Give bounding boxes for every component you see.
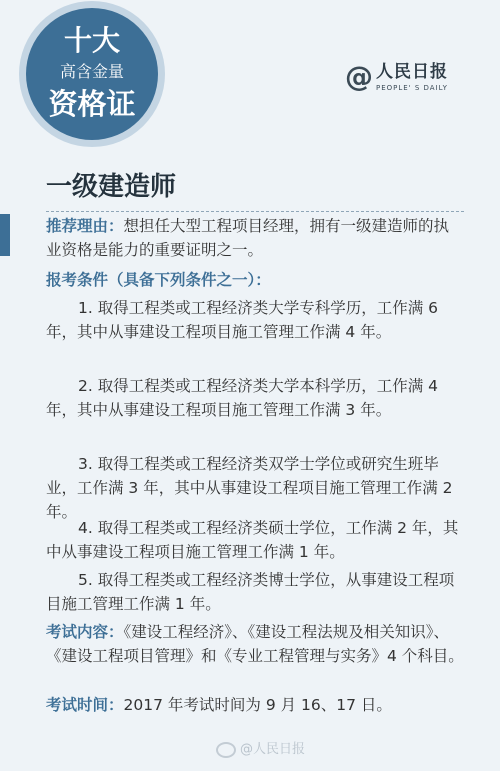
condition-item: 5. 取得工程类或工程经济类博士学位，从事建设工程项目施工管理工作满 1 年。 (46, 571, 455, 613)
condition-item: 1. 取得工程类或工程经济类大学专科学历，工作满 6 年，其中从事建设工程项目施工管理工作满 4 年。 (46, 299, 439, 341)
exam-content-label: 考试内容： (46, 623, 124, 641)
exam-time-text: 2017 年考试时间为 9 月 16、17 日。 (123, 696, 392, 714)
logo-name: 人民日报 (376, 62, 448, 82)
title-divider (46, 211, 464, 212)
exam-time (46, 693, 464, 717)
accent-bar (0, 214, 10, 256)
title-badge (26, 8, 158, 140)
recommend-reason (46, 214, 464, 262)
watermark-text: @人民日报 (240, 742, 306, 757)
reason-label: 推荐理由： (46, 217, 124, 235)
exam-content-text: 《建设工程经济》、《建设工程法规及相关知识》、《建设工程项目管理》和《专业工程管理与实务》4 个科目。 (46, 623, 464, 665)
at-icon: @ (345, 60, 373, 93)
conditions-heading: 报考条件（具备下列条件之一）： (46, 271, 271, 289)
weibo-icon (216, 742, 236, 758)
condition-item: 2. 取得工程类或工程经济类大学本科学历，工作满 4 年，其中从事建设工程项目施工管理工作满 3 年。 (46, 377, 439, 419)
watermark (216, 740, 376, 760)
exam-content (46, 620, 464, 668)
logo-subtitle: PEOPLE' S DAILY (376, 84, 448, 92)
badge-line-2: 高含金量 (59, 62, 124, 81)
badge-line-1: 十大 (63, 24, 120, 57)
page-title: 一级建造师 (46, 172, 177, 202)
condition-item: 3. 取得工程类或工程经济类双学士学位或研究生班毕业，工作满 3 年，其中从事建设工程项目施工管理工作满 2 年。 (46, 455, 453, 521)
exam-time-label: 考试时间： (46, 696, 124, 714)
reason-text: 想担任大型工程项目经理，拥有一级建造师的执业资格是能力的重要证明之一。 (46, 217, 450, 259)
badge-line-3: 资格证 (48, 87, 136, 121)
condition-item: 4. 取得工程类或工程经济类硕士学位，工作满 2 年，其中从事建设工程项目施工管理工作满 1 年。 (46, 519, 459, 561)
peoples-daily-logo (344, 60, 484, 100)
